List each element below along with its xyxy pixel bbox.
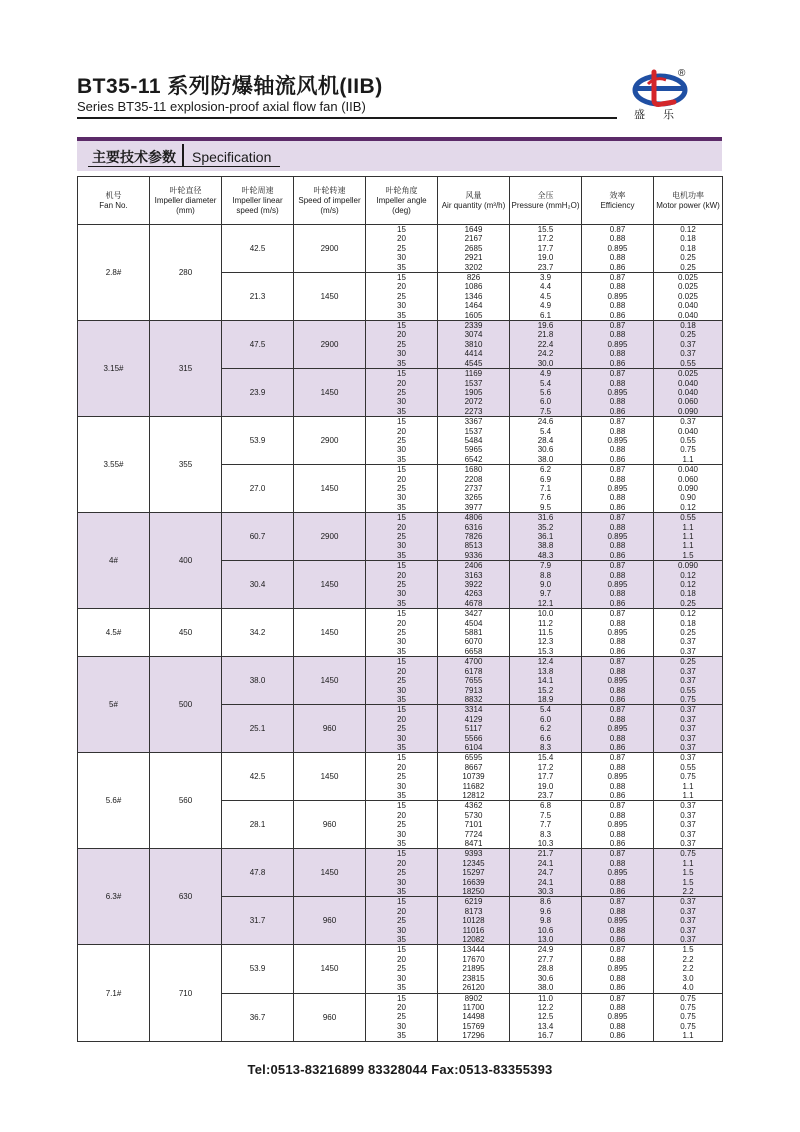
impeller-speed-cell: 2900: [294, 417, 366, 465]
pressure-cell: 12.4 13.8 14.1 15.2 18.9: [510, 657, 582, 705]
air-quantity-cell: 1169 1537 1905 2072 2273: [438, 369, 510, 417]
table-row: [78, 513, 723, 561]
linear-speed-cell: 47.8: [222, 849, 294, 897]
angle-cell: 15 20 25 30 35: [366, 801, 438, 849]
linear-speed-cell: 27.0: [222, 465, 294, 513]
motor-power-cell: 0.12 0.18 0.18 0.25 0.25: [654, 225, 723, 273]
air-quantity-cell: 2406 3163 3922 4263 4678: [438, 561, 510, 609]
linear-speed-cell: 36.7: [222, 993, 294, 1041]
pressure-cell: 6.2 6.9 7.1 7.6 9.5: [510, 465, 582, 513]
contact-info: Tel:0513-83216899 83328044 Fax:0513-83355393: [247, 1062, 553, 1077]
air-quantity-cell: 2339 3074 3810 4414 4545: [438, 321, 510, 369]
air-quantity-cell: 9393 12345 15297 16639 18250: [438, 849, 510, 897]
linear-speed-cell: 53.9: [222, 945, 294, 993]
impeller-diameter-cell: 500: [150, 657, 222, 753]
motor-power-cell: 0.090 0.12 0.12 0.18 0.25: [654, 561, 723, 609]
logo-text: 盛乐: [634, 109, 692, 121]
column-header: [510, 177, 582, 225]
efficiency-cell: 0.87 0.88 0.895 0.88 0.86: [582, 897, 654, 945]
linear-speed-cell: 21.3: [222, 273, 294, 321]
column-header: [294, 177, 366, 225]
impeller-diameter-cell: 630: [150, 849, 222, 945]
impeller-speed-cell: 1450: [294, 273, 366, 321]
angle-cell: 15 20 25 30 35: [366, 945, 438, 993]
air-quantity-cell: 826 1086 1346 1464 1605: [438, 273, 510, 321]
efficiency-cell: 0.87 0.88 0.895 0.88 0.86: [582, 705, 654, 753]
linear-speed-cell: 60.7: [222, 513, 294, 561]
angle-cell: 15 20 25 30 35: [366, 753, 438, 801]
air-quantity-cell: 1649 2167 2685 2921 3202: [438, 225, 510, 273]
efficiency-cell: 0.87 0.88 0.895 0.88 0.86: [582, 609, 654, 657]
column-header-cn: 全压: [537, 190, 554, 200]
column-header-cn: 叶轮周速: [241, 185, 274, 195]
air-quantity-cell: 3427 4504 5881 6070 6658: [438, 609, 510, 657]
fan-number-cell: 6.3#: [78, 849, 150, 945]
efficiency-cell: 0.87 0.88 0.895 0.88 0.86: [582, 993, 654, 1041]
pressure-cell: 11.0 12.2 12.5 13.4 16.7: [510, 993, 582, 1041]
air-quantity-cell: 6595 8667 10739 11682 12812: [438, 753, 510, 801]
impeller-speed-cell: 960: [294, 897, 366, 945]
angle-cell: 15 20 25 30 35: [366, 513, 438, 561]
motor-power-cell: 0.25 0.37 0.37 0.55 0.75: [654, 657, 723, 705]
table-row: [78, 609, 723, 657]
fan-number-cell: 3.15#: [78, 321, 150, 417]
impeller-speed-cell: 2900: [294, 225, 366, 273]
motor-power-cell: 1.5 2.2 2.2 3.0 4.0: [654, 945, 723, 993]
pressure-cell: 19.6 21.8 22.4 24.2 30.0: [510, 321, 582, 369]
angle-cell: 15 20 25 30 35: [366, 369, 438, 417]
motor-power-cell: 0.37 0.37 0.37 0.37 0.37: [654, 897, 723, 945]
efficiency-cell: 0.87 0.88 0.895 0.88 0.86: [582, 321, 654, 369]
impeller-speed-cell: 2900: [294, 513, 366, 561]
pressure-cell: 24.6 5.4 28.4 30.6 38.0: [510, 417, 582, 465]
specification-table: [77, 176, 723, 1042]
linear-speed-cell: 42.5: [222, 225, 294, 273]
linear-speed-cell: 30.4: [222, 561, 294, 609]
angle-cell: 15 20 25 30 35: [366, 273, 438, 321]
fan-number-cell: 7.1#: [78, 945, 150, 1041]
pressure-cell: 8.6 9.6 9.8 10.6 13.0: [510, 897, 582, 945]
impeller-speed-cell: 1450: [294, 609, 366, 657]
column-header: [438, 177, 510, 225]
air-quantity-cell: 3367 1537 5484 5965 6542: [438, 417, 510, 465]
air-quantity-cell: 8902 11700 14498 15769 17296: [438, 993, 510, 1041]
column-header-cn: 效率: [609, 190, 626, 200]
column-header: [150, 177, 222, 225]
linear-speed-cell: 28.1: [222, 801, 294, 849]
pressure-cell: 31.6 35.2 36.1 38.8 48.3: [510, 513, 582, 561]
angle-cell: 15 20 25 30 35: [366, 657, 438, 705]
column-header-en: Impeller linear speed (m/s): [232, 195, 283, 215]
linear-speed-cell: 34.2: [222, 609, 294, 657]
column-header: [582, 177, 654, 225]
pressure-cell: 4.9 5.4 5.6 6.0 7.5: [510, 369, 582, 417]
table-row: [78, 753, 723, 801]
page-subtitle: Series BT35-11 explosion-proof axial flow fan (IIB): [77, 99, 366, 114]
impeller-diameter-cell: 450: [150, 609, 222, 657]
table-row: [78, 945, 723, 993]
air-quantity-cell: 6219 8173 10128 11016 12082: [438, 897, 510, 945]
impeller-diameter-cell: 710: [150, 945, 222, 1041]
efficiency-cell: 0.87 0.88 0.895 0.88 0.86: [582, 465, 654, 513]
motor-power-cell: 0.75 1.1 1.5 1.5 2.2: [654, 849, 723, 897]
column-header: [654, 177, 723, 225]
angle-cell: 15 20 25 30 35: [366, 561, 438, 609]
motor-power-cell: 0.040 0.060 0.090 0.90 0.12: [654, 465, 723, 513]
fan-number-cell: 3.55#: [78, 417, 150, 513]
column-header-cn: 机号: [105, 190, 122, 200]
air-quantity-cell: 13444 17670 21895 23815 26120: [438, 945, 510, 993]
motor-power-cell: 0.37 0.37 0.37 0.37 0.37: [654, 705, 723, 753]
column-header-en: Speed of impeller (m/s): [298, 195, 361, 215]
column-header-cn: 叶轮转速: [313, 185, 346, 195]
efficiency-cell: 0.87 0.88 0.895 0.88 0.86: [582, 225, 654, 273]
efficiency-cell: 0.87 0.88 0.895 0.88 0.86: [582, 753, 654, 801]
column-header-en: Motor power (kW): [656, 200, 720, 210]
table-row: [78, 321, 723, 369]
impeller-speed-cell: 960: [294, 705, 366, 753]
motor-power-cell: 0.37 0.55 0.75 1.1 1.1: [654, 753, 723, 801]
motor-power-cell: 0.025 0.025 0.025 0.040 0.040: [654, 273, 723, 321]
column-header: [222, 177, 294, 225]
motor-power-cell: 0.18 0.25 0.37 0.37 0.55: [654, 321, 723, 369]
column-header-en: Air quantity (m³/h): [441, 200, 506, 210]
impeller-diameter-cell: 315: [150, 321, 222, 417]
impeller-speed-cell: 1450: [294, 753, 366, 801]
pressure-cell: 7.9 8.8 9.0 9.7 12.1: [510, 561, 582, 609]
impeller-speed-cell: 1450: [294, 657, 366, 705]
air-quantity-cell: 4362 5730 7101 7724 8471: [438, 801, 510, 849]
impeller-diameter-cell: 560: [150, 753, 222, 849]
impeller-speed-cell: 960: [294, 993, 366, 1041]
column-header-en: Pressure (mmH₂O): [511, 200, 580, 210]
efficiency-cell: 0.87 0.88 0.895 0.88 0.86: [582, 513, 654, 561]
linear-speed-cell: 38.0: [222, 657, 294, 705]
column-header: [78, 177, 150, 225]
pressure-cell: 10.0 11.2 11.5 12.3 15.3: [510, 609, 582, 657]
column-header-cn: 风量: [465, 190, 482, 200]
pressure-cell: 15.5 17.2 17.7 19.0 23.7: [510, 225, 582, 273]
section-title-en: Specification: [192, 149, 272, 165]
table-header-row: [78, 177, 723, 225]
pressure-cell: 24.9 27.7 28.8 30.6 38.0: [510, 945, 582, 993]
angle-cell: 15 20 25 30 35: [366, 897, 438, 945]
impeller-speed-cell: 1450: [294, 369, 366, 417]
fan-number-cell: 2.8#: [78, 225, 150, 321]
fan-number-cell: 5.6#: [78, 753, 150, 849]
column-header-en: Impeller angle (deg): [376, 195, 427, 215]
title-divider: [77, 117, 617, 119]
air-quantity-cell: 3314 4129 5117 5566 6104: [438, 705, 510, 753]
table-row: [78, 657, 723, 705]
pressure-cell: 5.4 6.0 6.2 6.6 8.3: [510, 705, 582, 753]
table-body: [78, 225, 723, 1042]
pressure-cell: 3.9 4.4 4.5 4.9 6.1: [510, 273, 582, 321]
table-row: [78, 417, 723, 465]
registered-mark: ®: [678, 68, 686, 79]
motor-power-cell: 0.37 0.37 0.37 0.37 0.37: [654, 801, 723, 849]
column-header-cn: 叶轮角度: [385, 185, 418, 195]
motor-power-cell: 0.025 0.040 0.040 0.060 0.090: [654, 369, 723, 417]
angle-cell: 15 20 25 30 35: [366, 849, 438, 897]
linear-speed-cell: 47.5: [222, 321, 294, 369]
page-title: BT35-11 系列防爆轴流风机(IIB): [77, 75, 383, 98]
section-title-cn: 主要技术参数: [92, 149, 176, 165]
impeller-diameter-cell: 400: [150, 513, 222, 609]
air-quantity-cell: 4700 6178 7655 7913 8832: [438, 657, 510, 705]
table-row: [78, 225, 723, 273]
impeller-speed-cell: 2900: [294, 321, 366, 369]
motor-power-cell: 0.55 1.1 1.1 1.1 1.5: [654, 513, 723, 561]
efficiency-cell: 0.87 0.88 0.895 0.88 0.86: [582, 561, 654, 609]
efficiency-cell: 0.87 0.88 0.895 0.88 0.86: [582, 417, 654, 465]
angle-cell: 15 20 25 30 35: [366, 465, 438, 513]
motor-power-cell: 0.12 0.18 0.25 0.37 0.37: [654, 609, 723, 657]
angle-cell: 15 20 25 30 35: [366, 225, 438, 273]
efficiency-cell: 0.87 0.88 0.895 0.88 0.86: [582, 945, 654, 993]
linear-speed-cell: 25.1: [222, 705, 294, 753]
efficiency-cell: 0.87 0.88 0.895 0.88 0.86: [582, 801, 654, 849]
motor-power-cell: 0.75 0.75 0.75 0.75 1.1: [654, 993, 723, 1041]
linear-speed-cell: 23.9: [222, 369, 294, 417]
angle-cell: 15 20 25 30 35: [366, 609, 438, 657]
linear-speed-cell: 31.7: [222, 897, 294, 945]
angle-cell: 15 20 25 30 35: [366, 993, 438, 1041]
column-header: [366, 177, 438, 225]
table-row: [78, 849, 723, 897]
column-header-en: Fan No.: [99, 200, 128, 210]
column-header-en: Impeller diameter (mm): [154, 195, 217, 215]
angle-cell: 15 20 25 30 35: [366, 417, 438, 465]
pressure-cell: 21.7 24.1 24.7 24.1 30.3: [510, 849, 582, 897]
efficiency-cell: 0.87 0.88 0.895 0.88 0.86: [582, 657, 654, 705]
linear-speed-cell: 53.9: [222, 417, 294, 465]
air-quantity-cell: 1680 2208 2737 3265 3977: [438, 465, 510, 513]
fan-number-cell: 4.5#: [78, 609, 150, 657]
impeller-speed-cell: 1450: [294, 849, 366, 897]
fan-number-cell: 4#: [78, 513, 150, 609]
impeller-diameter-cell: 355: [150, 417, 222, 513]
impeller-speed-cell: 960: [294, 801, 366, 849]
angle-cell: 15 20 25 30 35: [366, 705, 438, 753]
air-quantity-cell: 4806 6316 7826 8513 9336: [438, 513, 510, 561]
impeller-diameter-cell: 280: [150, 225, 222, 321]
efficiency-cell: 0.87 0.88 0.895 0.88 0.86: [582, 369, 654, 417]
linear-speed-cell: 42.5: [222, 753, 294, 801]
efficiency-cell: 0.87 0.88 0.895 0.88 0.86: [582, 849, 654, 897]
impeller-speed-cell: 1450: [294, 561, 366, 609]
column-header-cn: 电机功率: [672, 190, 704, 200]
section-title-separator: [182, 144, 184, 166]
column-header-cn: 叶轮直径: [169, 185, 202, 195]
impeller-speed-cell: 1450: [294, 465, 366, 513]
angle-cell: 15 20 25 30 35: [366, 321, 438, 369]
pressure-cell: 15.4 17.2 17.7 19.0 23.7: [510, 753, 582, 801]
impeller-speed-cell: 1450: [294, 945, 366, 993]
column-header-en: Efficiency: [600, 200, 635, 210]
fan-number-cell: 5#: [78, 657, 150, 753]
efficiency-cell: 0.87 0.88 0.895 0.88 0.86: [582, 273, 654, 321]
section-title-underline: [88, 166, 280, 167]
pressure-cell: 6.8 7.5 7.7 8.3 10.3: [510, 801, 582, 849]
motor-power-cell: 0.37 0.040 0.55 0.75 1.1: [654, 417, 723, 465]
